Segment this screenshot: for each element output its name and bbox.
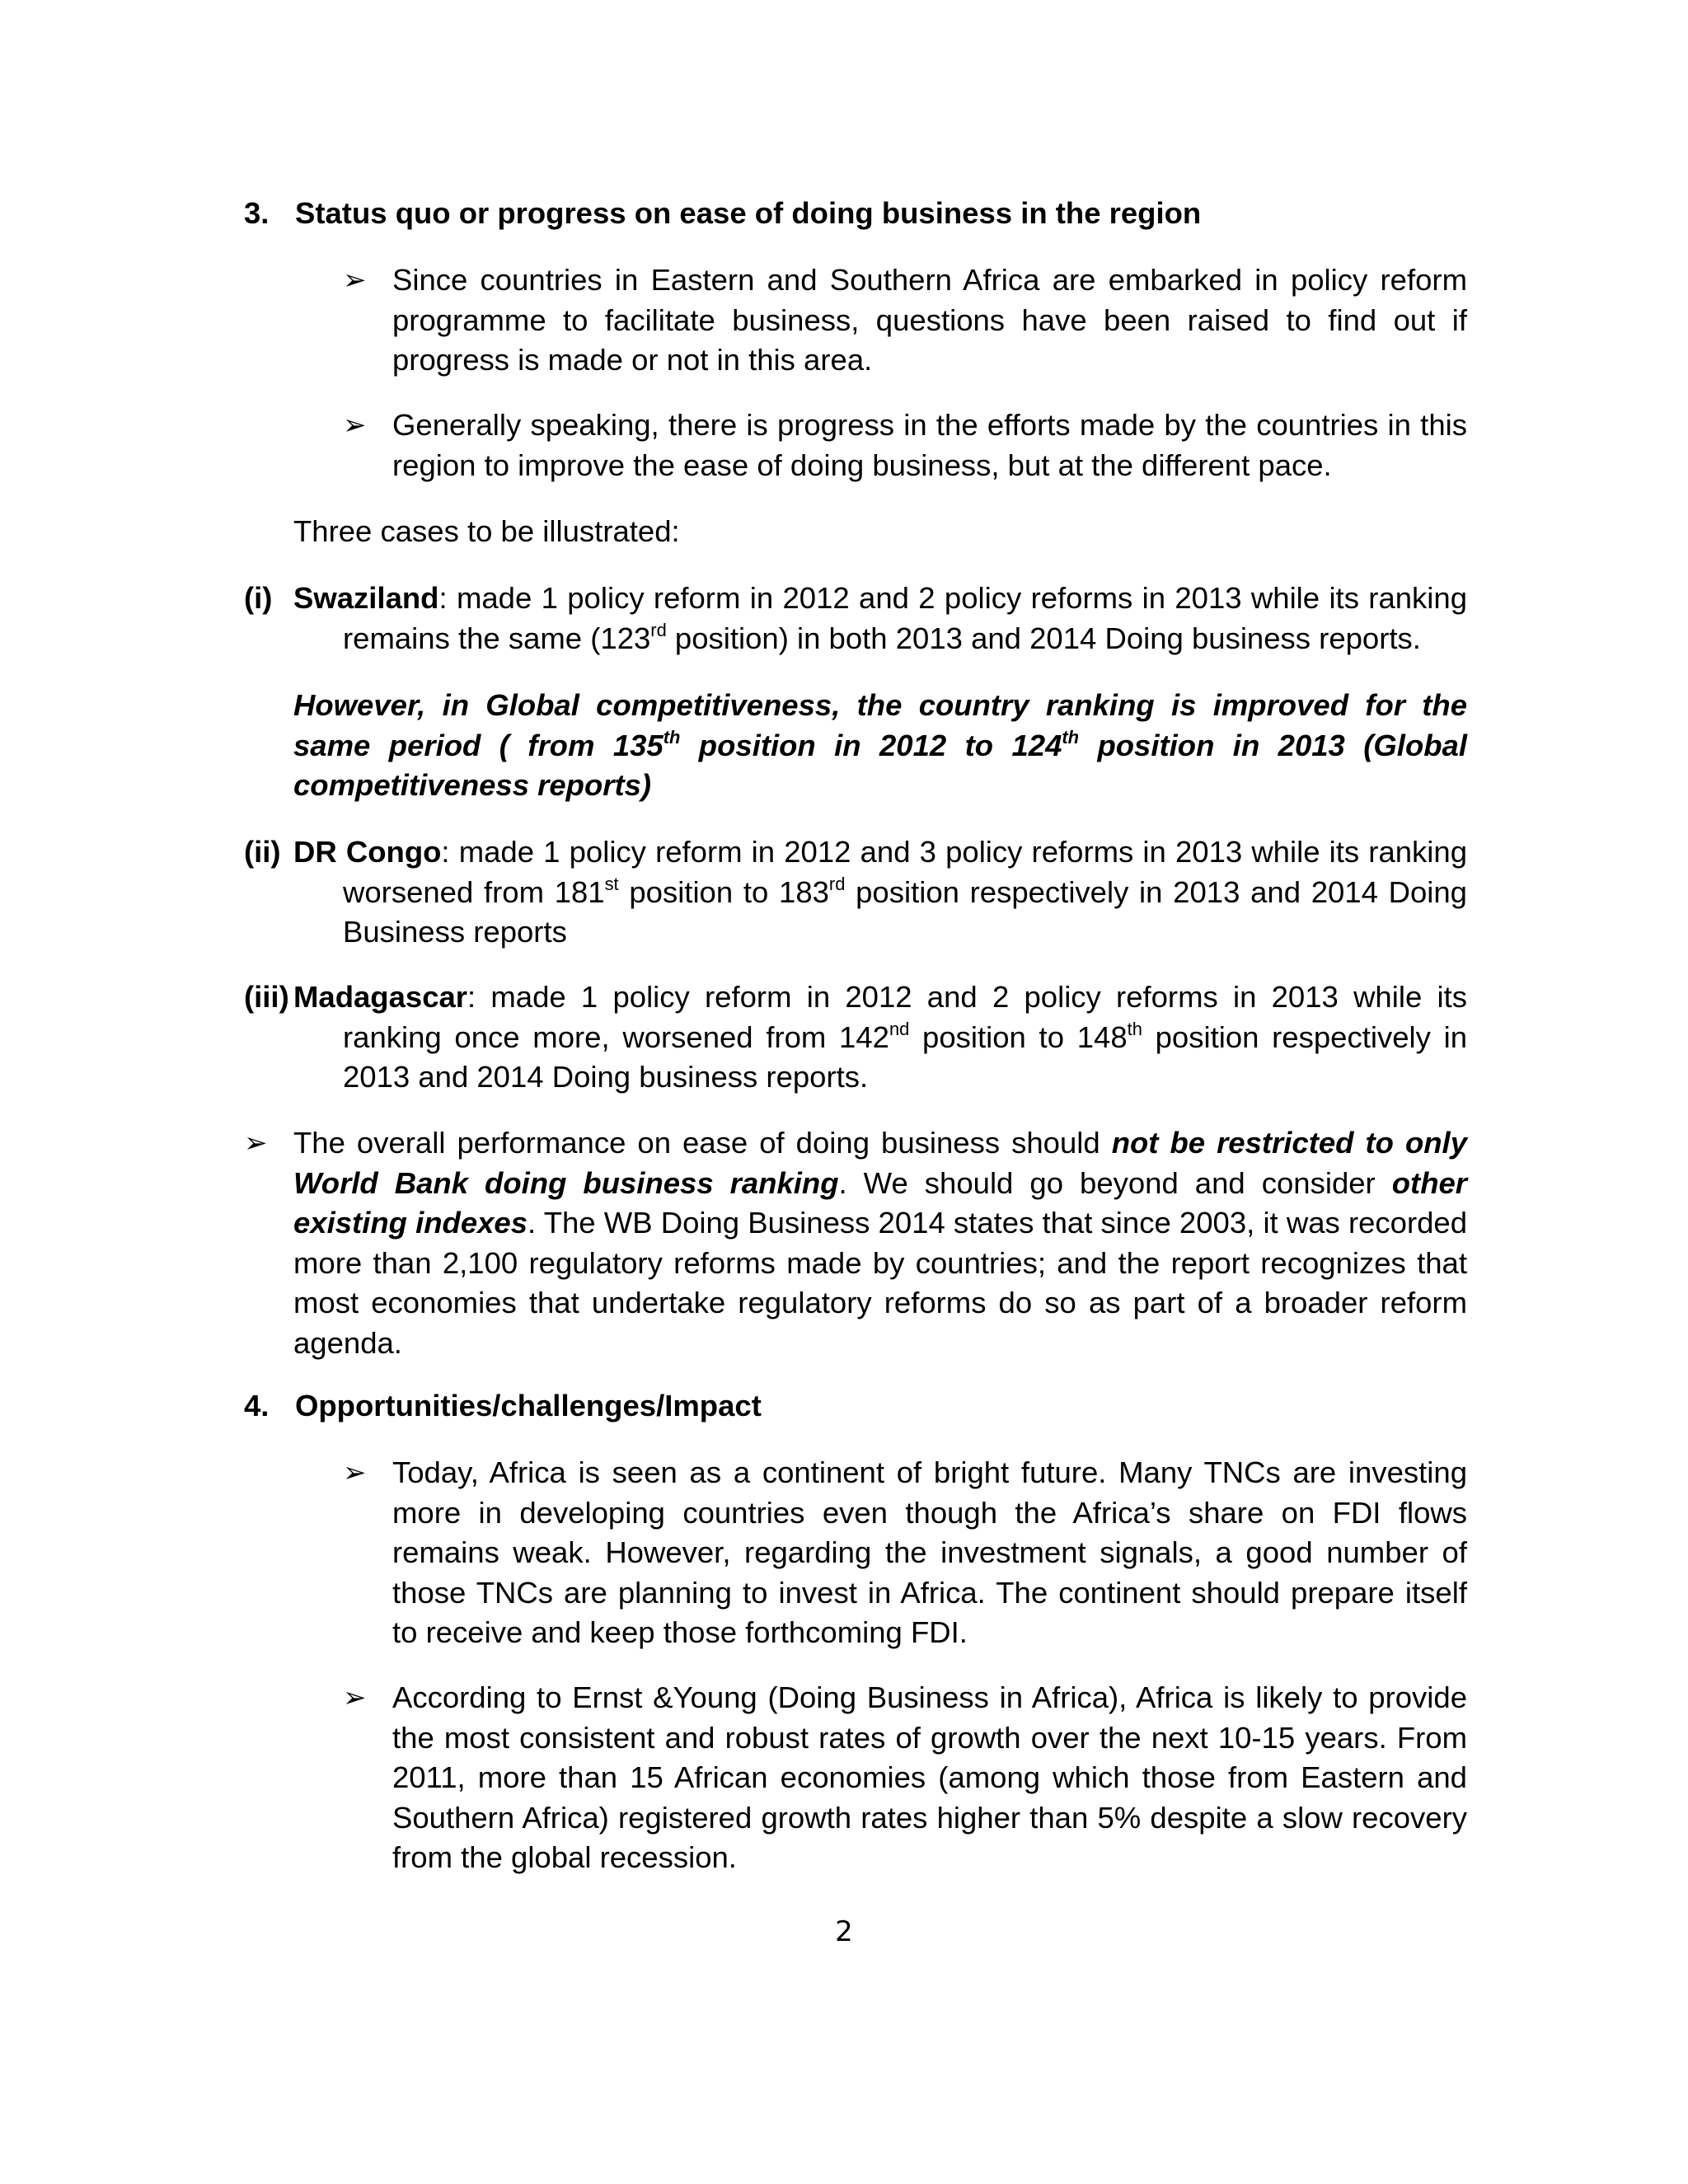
overall-performance-bullet — [244, 1123, 1467, 1364]
ordinal-suffix: th — [1062, 727, 1080, 748]
note-text: position in 2013 (Global competitiveness reports) — [293, 728, 1467, 803]
arrow-bullet-icon: ➢ — [244, 1127, 268, 1159]
bullet-text: Generally speaking, there is progress in the efforts made by the countries in this region to improve the ease of doing business, but at the different pace. — [392, 408, 1467, 482]
section-4-title: Opportunities/challenges/Impact — [295, 1389, 762, 1422]
cases-intro: Three cases to be illustrated: — [293, 514, 680, 548]
bullet-text — [244, 1123, 1467, 1364]
case-marker: (i) — [244, 581, 273, 615]
section-3-number: 3. — [244, 196, 270, 230]
overall-emphasis: other existing indexes — [293, 1165, 1467, 1240]
case-swaziland — [244, 579, 1467, 658]
case-country: Swaziland — [293, 581, 439, 615]
ordinal-suffix: nd — [889, 1019, 910, 1040]
case-text: : made 1 policy reform in 2012 and 3 policy reforms in 2013 while its ranking worsened from 181 — [343, 835, 1468, 909]
section-4-bullet-2 — [343, 1678, 1467, 1878]
case-marker: (iii) — [244, 980, 289, 1014]
arrow-bullet-icon: ➢ — [343, 1682, 367, 1713]
bullet-text: According to Ernst &Young (Doing Business in Africa), Africa is likely to provide the most consistent and robust rates of growth over the next 10-15 years. From 2011, more than 15 African economies (among which those from Eastern and Southern Africa) registered growth rates higher than 5% despite a slow recovery from the global recession. — [392, 1680, 1467, 1875]
case-text: position to 183 — [618, 874, 829, 909]
ordinal-suffix: rd — [828, 874, 846, 895]
section-4-bullet-1 — [343, 1453, 1467, 1653]
case-text: : made 1 policy reform in 2012 and 2 policy reforms in 2013 while its ranking once more, worsened from 142 — [343, 980, 1467, 1054]
case-text: position) in both 2013 and 2014 Doing business reports. — [666, 621, 1421, 655]
case-dr-congo — [244, 832, 1467, 953]
bullet-text: Since countries in Eastern and Southern Africa are embarked in policy reform programme to facilitate business, questions have been raised to find out if progress is made or not in this area. — [392, 263, 1467, 377]
ordinal-suffix: st — [604, 874, 619, 895]
case-country: Madagascar — [293, 980, 467, 1014]
case-country: DR Congo — [293, 835, 442, 869]
arrow-bullet-icon: ➢ — [343, 1457, 367, 1488]
section-3-title: Status quo or progress on ease of doing business in the region — [295, 196, 1202, 230]
case-text: position to 148 — [909, 1019, 1128, 1054]
ordinal-suffix: th — [1127, 1019, 1142, 1040]
ordinal-suffix: th — [663, 727, 681, 748]
section-4-number: 4. — [244, 1389, 270, 1422]
overall-text: . The WB Doing Business 2014 states that since 2003, it was recorded more than 2,100 regulatory reforms made by countries; and the report recognizes that most economies that undertake regulatory reforms do so as part of a broader reform agenda. — [293, 1206, 1468, 1360]
arrow-bullet-icon: ➢ — [343, 410, 367, 441]
page-number: 2 — [835, 1915, 853, 1948]
section-3-bullet-2 — [343, 405, 1467, 485]
global-competitiveness-note — [293, 686, 1467, 806]
case-text: position respectively in 2013 and 2014 Doing business reports. — [343, 1019, 1467, 1094]
section-3-bullet-1 — [343, 260, 1467, 381]
bullet-text: Today, Africa is seen as a continent of bright future. Many TNCs are investing more in developing countries even though the Africa’s share on FDI flows remains weak. However, regarding the investment signals, a good number of those TNCs are planning to invest in Africa. The continent should prepare itself to receive and keep those forthcoming FDI. — [392, 1455, 1467, 1650]
ordinal-suffix: rd — [650, 620, 667, 641]
overall-text: . We should go beyond and consider — [838, 1165, 1392, 1200]
overall-emphasis: not be restricted to only World Bank doing business ranking — [293, 1126, 1467, 1200]
case-marker: (ii) — [244, 835, 281, 869]
case-text: position respectively in 2013 and 2014 Doing Business reports — [343, 874, 1467, 949]
overall-text: The overall performance on ease of doing business should — [293, 1126, 1112, 1160]
note-text: However, in Global competitiveness, the country ranking is improved for the same period ( from 135 — [293, 688, 1467, 762]
case-text: : made 1 policy reform in 2012 and 2 policy reforms in 2013 while its ranking remains the same (123 — [343, 581, 1467, 655]
case-madagascar — [244, 977, 1467, 1098]
arrow-bullet-icon: ➢ — [343, 265, 367, 296]
note-text: position in 2012 to 124 — [680, 728, 1062, 762]
